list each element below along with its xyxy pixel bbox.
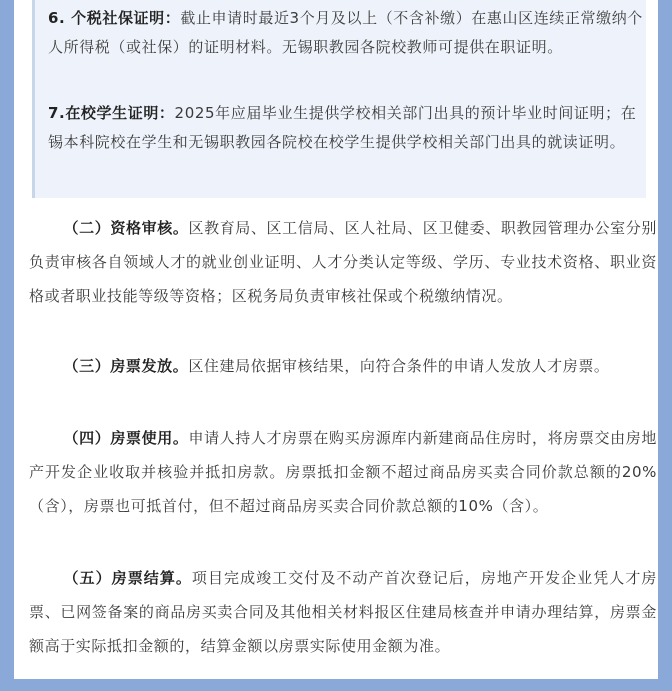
section-body: 区教育局、区工信局、区人社局、区卫健委、职教园管理办公室分别负责审核各自领域人才的就业创业证明、人才分类认定等级、学历、专业技术资格、职业资格或者职业技能等级等资格；区税务局负责审核社保或个税缴纳情况。 (29, 219, 657, 305)
quote-item-student-proof (48, 99, 644, 157)
section-body: 区住建局依据审核结果，向符合条件的申请人发放人才房票。 (188, 357, 610, 375)
document-page (14, 0, 658, 679)
section-heading: （二）资格审核。 (63, 219, 189, 237)
section-ticket-issuance (29, 349, 657, 383)
section-heading: （四）房票使用。 (63, 429, 189, 447)
section-ticket-usage (29, 421, 657, 523)
section-body: 申请人持人才房票在购买房源库内新建商品住房时，将房票交由房地产开发企业收取并核验并抵扣房款。房票抵扣金额不超过商品房买卖合同价款总额的20%（含），房票也可抵首付，但不超过商品房买卖合同价款总额的10%（含）。 (29, 429, 657, 515)
quote-item-text: 截止申请时最近3个月及以上（不含补缴）在惠山区连续正常缴纳个人所得税（或社保）的证明材料。无锡职教园各院校教师可提供在职证明。 (48, 9, 643, 56)
section-heading: （五）房票结算。 (63, 569, 192, 587)
section-qualification-review (29, 211, 657, 313)
section-body: 项目完成竣工交付及不动产首次登记后，房地产开发企业凭人才房票、已网签备案的商品房买卖合同及其他相关材料报区住建局核查并申请办理结算，房票金额高于实际抵扣金额的，结算金额以房票实际使用金额为准。 (29, 569, 657, 655)
quote-item-text: 2025年应届毕业生提供学校相关部门出具的预计毕业时间证明；在锡本科院校在学生和无锡职教园各院校在校学生提供学校相关部门出具的就读证明。 (48, 104, 637, 151)
quote-item-label: 6. 个税社保证明： (48, 9, 181, 27)
quote-item-tax-proof (48, 4, 644, 62)
quote-item-label: 7.在校学生证明： (48, 104, 175, 122)
section-ticket-settlement (29, 561, 657, 663)
section-heading: （三）房票发放。 (63, 357, 189, 375)
